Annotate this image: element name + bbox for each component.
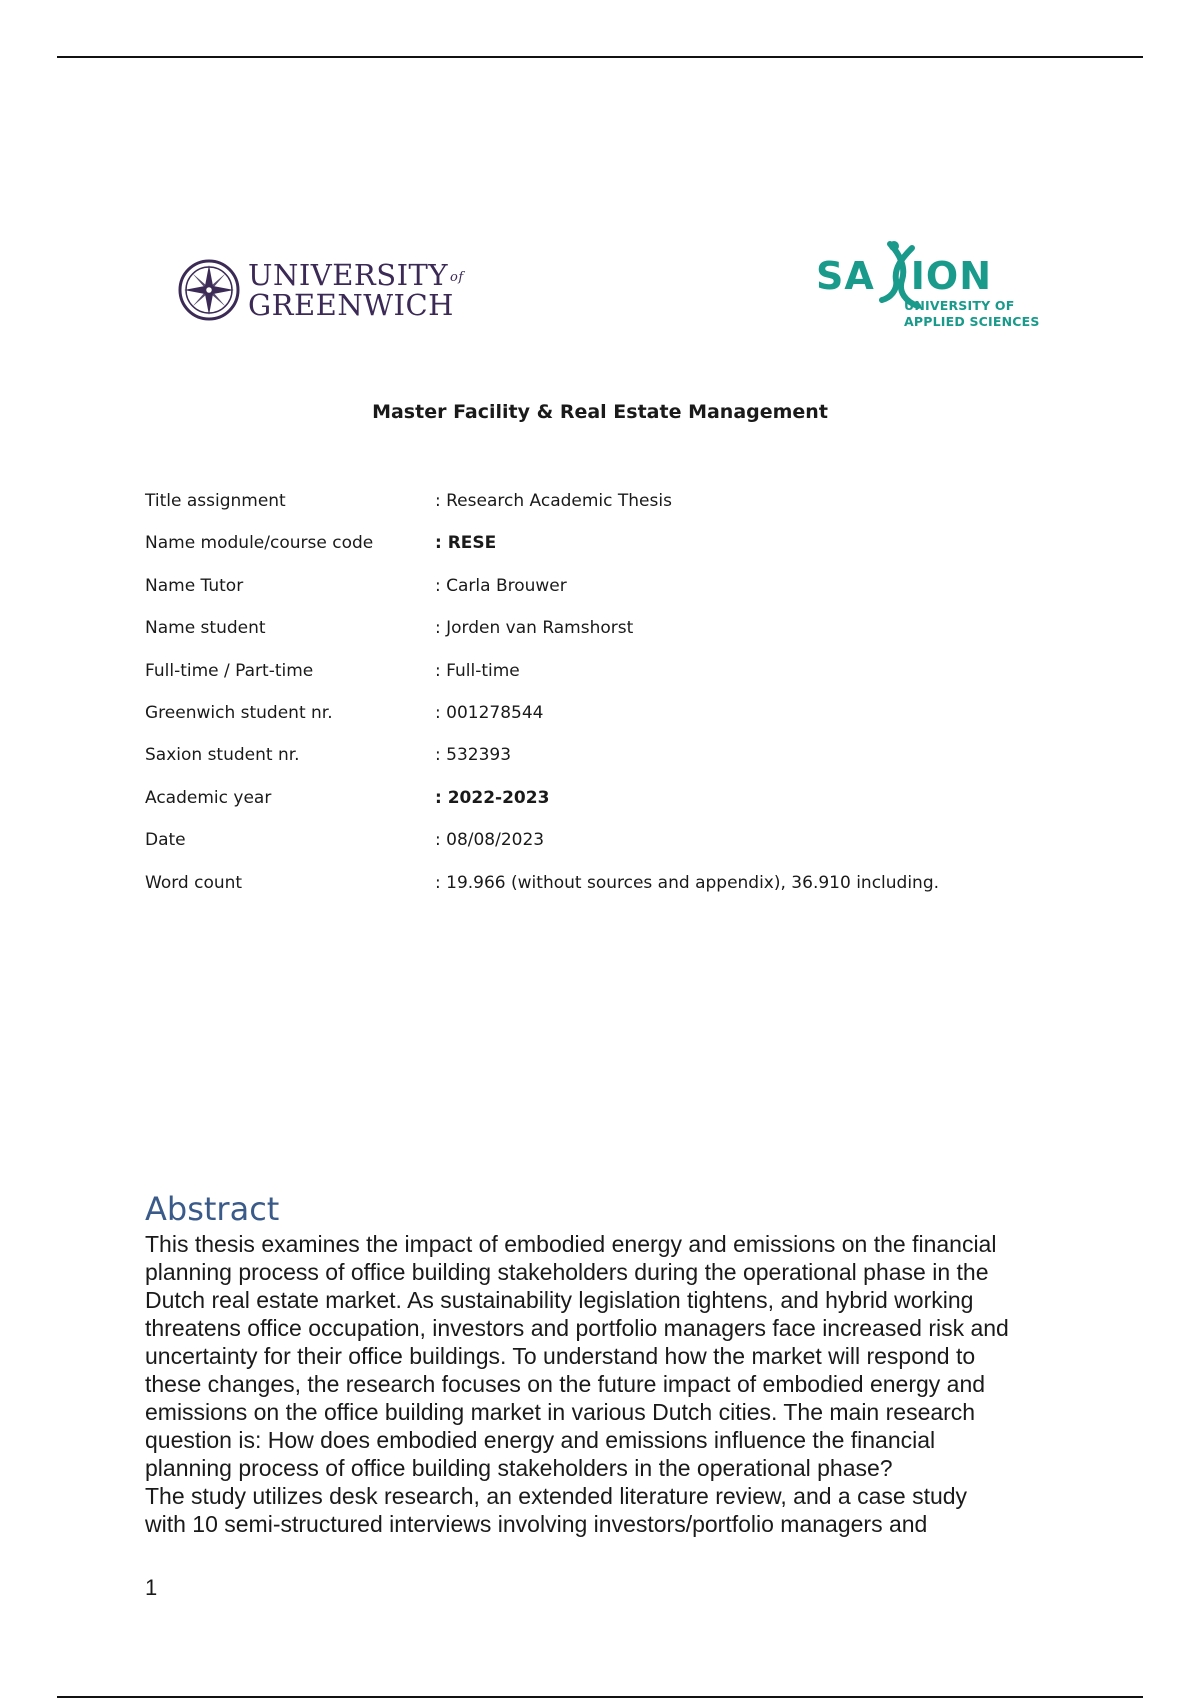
detail-label: Saxion student nr. (145, 745, 300, 766)
detail-value: : 532393 (435, 745, 512, 766)
detail-label: Name student (145, 618, 266, 639)
page-number: 1 (145, 1575, 158, 1600)
greenwich-logo-line2: GREENWICH (248, 288, 454, 322)
detail-value: : Full-time (435, 660, 520, 681)
detail-value: : 08/08/2023 (435, 830, 545, 851)
program-title: Master Facility & Real Estate Management (372, 401, 828, 423)
saxion-logo (816, 238, 1046, 334)
detail-label: Date (145, 830, 186, 851)
greenwich-logo-line1: UNIVERSITY of (248, 258, 464, 292)
abstract-line: with 10 semi-structured interviews involving investors/portfolio managers and (145, 1511, 928, 1537)
detail-label: Title assignment (145, 491, 286, 511)
saxion-wordmark: SA ION (816, 254, 993, 298)
detail-label: Name Tutor (145, 575, 244, 596)
detail-label: Name module/course code (145, 533, 374, 554)
abstract-line: emissions on the office building market in various Dutch cities. The main research (145, 1399, 976, 1425)
abstract-line: Dutch real estate market. As sustainability legislation tightens, and hybrid working (145, 1287, 974, 1313)
detail-value: : Carla Brouwer (435, 575, 567, 596)
abstract-line: planning process of office building stakeholders in the operational phase? (145, 1455, 893, 1481)
abstract-heading: Abstract (145, 1190, 280, 1228)
abstract-line: question is: How does embodied energy and emissions influence the financial (145, 1427, 936, 1453)
abstract-line: these changes, the research focuses on the future impact of embodied energy and (145, 1371, 986, 1397)
abstract-line: The study utilizes desk research, an extended literature review, and a case study (145, 1483, 968, 1509)
detail-value: : 19.966 (without sources and appendix), 36.910 including. (435, 872, 940, 893)
abstract-line: threatens office occupation, investors and portfolio managers face increased risk and (145, 1315, 1009, 1341)
saxion-subtitle-line2: APPLIED SCIENCES (904, 314, 1040, 329)
detail-value: : 2022-2023 (435, 787, 550, 808)
abstract-text (145, 1230, 1065, 1538)
detail-label: Full-time / Part-time (145, 660, 314, 681)
abstract-line: uncertainty for their office buildings. To understand how the market will respond to (145, 1343, 976, 1369)
detail-label: Word count (145, 872, 243, 893)
detail-value: : 001278544 (435, 702, 544, 723)
abstract-line: planning process of office building stakeholders during the operational phase in the (145, 1259, 989, 1285)
bottom-rule (57, 1696, 1143, 1698)
university-of-greenwich-logo (178, 256, 464, 326)
greenwich-compass-emblem-icon (178, 259, 240, 321)
detail-value: : Jorden van Ramshorst (435, 618, 634, 639)
saxion-subtitle-line1: UNIVERSITY OF (904, 298, 1015, 313)
detail-value: : RESE (435, 533, 497, 554)
detail-label: Greenwich student nr. (145, 702, 333, 723)
top-rule (57, 56, 1143, 58)
detail-label: Academic year (145, 787, 272, 808)
detail-value: : Research Academic Thesis (435, 491, 672, 511)
abstract-line: This thesis examines the impact of embodied energy and emissions on the financial (145, 1231, 997, 1257)
